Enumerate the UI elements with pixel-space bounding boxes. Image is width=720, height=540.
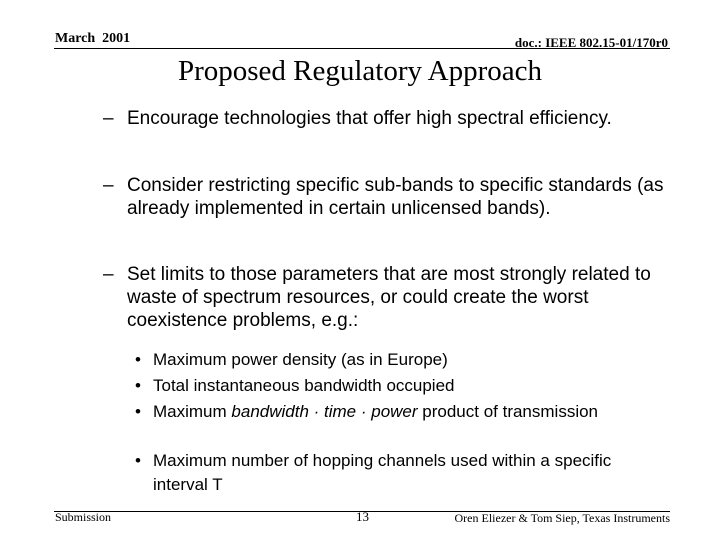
header-doc-id: doc.: IEEE 802.15-01/170r0	[514, 35, 668, 50]
sub-bullet-prefix: Maximum	[153, 402, 232, 421]
sub-bullet-item	[135, 400, 655, 424]
bullet-item	[103, 174, 683, 220]
header-divider	[54, 48, 670, 49]
sub-bullet-text	[153, 400, 655, 424]
footer-submission: Submission	[55, 510, 112, 524]
sub-bullet-text: Maximum power density (as in Europe)	[153, 350, 448, 369]
footer-page-number: 13	[356, 509, 369, 524]
sub-bullet-dot: •	[135, 451, 141, 470]
sub-bullet-text: Total instantaneous bandwidth occupied	[153, 376, 455, 395]
bullet-text: Consider restricting specific sub-bands to specific standards (as already implemented in certain unlicensed bands).	[127, 175, 664, 219]
sub-bullet-item	[135, 449, 655, 497]
sub-bullet-item	[135, 374, 655, 398]
sub-bullet-dot: •	[135, 402, 141, 421]
sub-bullet-emphasis: bandwidth · time · power	[231, 402, 418, 421]
bullet-item	[103, 107, 683, 130]
sub-bullet-dot: •	[135, 376, 141, 395]
slide-title: Proposed Regulatory Approach	[177, 55, 543, 87]
header-date: March 2001	[55, 31, 131, 46]
sub-bullet-text: Maximum number of hopping channels used within a specific interval T	[153, 451, 612, 494]
bullet-item	[103, 263, 683, 332]
sub-bullet-suffix: product of transmission	[417, 402, 599, 421]
bullet-dash: –	[103, 264, 114, 285]
bullet-text: Encourage technologies that offer high spectral efficiency.	[127, 108, 612, 129]
bullet-dash: –	[103, 108, 114, 129]
sub-bullet-dot: •	[135, 350, 141, 369]
sub-bullet-item	[135, 348, 655, 372]
bullet-dash: –	[103, 175, 114, 196]
footer-authors: Oren Eliezer & Tom Siep, Texas Instruments	[454, 511, 670, 525]
bullet-text: Set limits to those parameters that are most strongly related to waste of spectrum resources, or could create the worst coexistence problems, e.g.:	[127, 264, 651, 331]
